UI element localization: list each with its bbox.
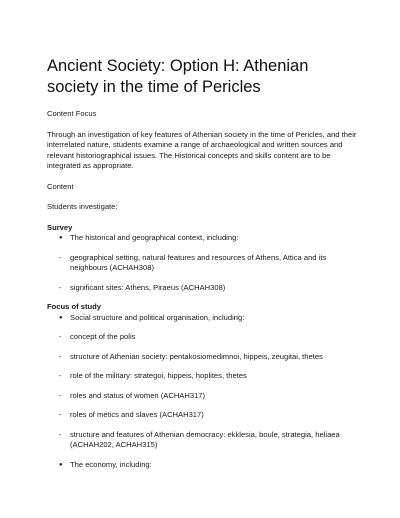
- survey-heading: Survey: [47, 222, 73, 232]
- students-investigate: Students investigate:: [47, 202, 118, 211]
- survey-bullet-text: The historical and geographical context, including:: [70, 233, 239, 242]
- focus-heading: Focus of study: [47, 302, 102, 311]
- focus-bullet-text: Social structure and political organisation, including:: [70, 312, 245, 322]
- list-item-text: structure and features of Athenian democracy: ekklesia, boule, strategia, heliaea (ACHAH202, ACHAH315): [70, 429, 340, 449]
- dash-marker: -: [59, 429, 62, 439]
- list-item: [47, 283, 360, 294]
- list-item-text: structure of Athenian society: pentakosiomedimnoi, hippeis, zeugitai, thetes: [70, 351, 323, 361]
- dash-marker: -: [59, 371, 62, 380]
- bullet-icon: ●: [59, 235, 63, 241]
- list-item: [47, 253, 360, 274]
- dash-marker: -: [59, 390, 62, 400]
- list-item-text: roles and status of women (ACHAH317): [70, 390, 206, 400]
- list-item: [47, 410, 360, 421]
- bullet-icon: ●: [59, 461, 63, 468]
- list-item: [47, 371, 360, 382]
- list-item-text: concept of the polis: [70, 332, 136, 341]
- list-item-text: roles of metics and slaves (ACHAH317): [70, 410, 204, 419]
- list-item-text: significant sites: Athens, Piraeus (ACHAH308): [70, 282, 226, 292]
- dash-marker: -: [59, 410, 62, 419]
- focus-bullet: [47, 313, 360, 324]
- list-item: [47, 352, 360, 363]
- list-item: [47, 332, 360, 343]
- dash-marker: -: [59, 252, 62, 262]
- economy-bullet-text: The economy, including:: [70, 459, 152, 469]
- list-item: [47, 391, 360, 402]
- list-item-text: geographical setting, natural features and resources of Athens, Attica and its neighbours (ACHAH308): [70, 252, 327, 272]
- survey-bullet: [47, 233, 360, 244]
- dash-marker: -: [59, 282, 62, 292]
- page-title: Ancient Society: Option H: Athenian society in the time of Pericles: [47, 57, 309, 96]
- content-focus-label: Content Focus: [47, 109, 97, 118]
- list-item-text: role of the military: strategoi, hippeis, hoplites, thetes: [70, 371, 247, 380]
- content-label: Content: [47, 181, 74, 191]
- bullet-icon: ●: [59, 314, 63, 321]
- content-focus-text: Through an investigation of key features of Athenian society in the time of Pericles, and their interrelated nature, students examine a range of archaeological and written sources and relevant historiographical issues. The Historical concepts and skills content are to be integrated as appropriate.: [47, 129, 357, 170]
- economy-bullet: [47, 460, 360, 471]
- dash-marker: -: [59, 351, 62, 361]
- list-item: [47, 430, 360, 451]
- dash-marker: -: [59, 332, 62, 341]
